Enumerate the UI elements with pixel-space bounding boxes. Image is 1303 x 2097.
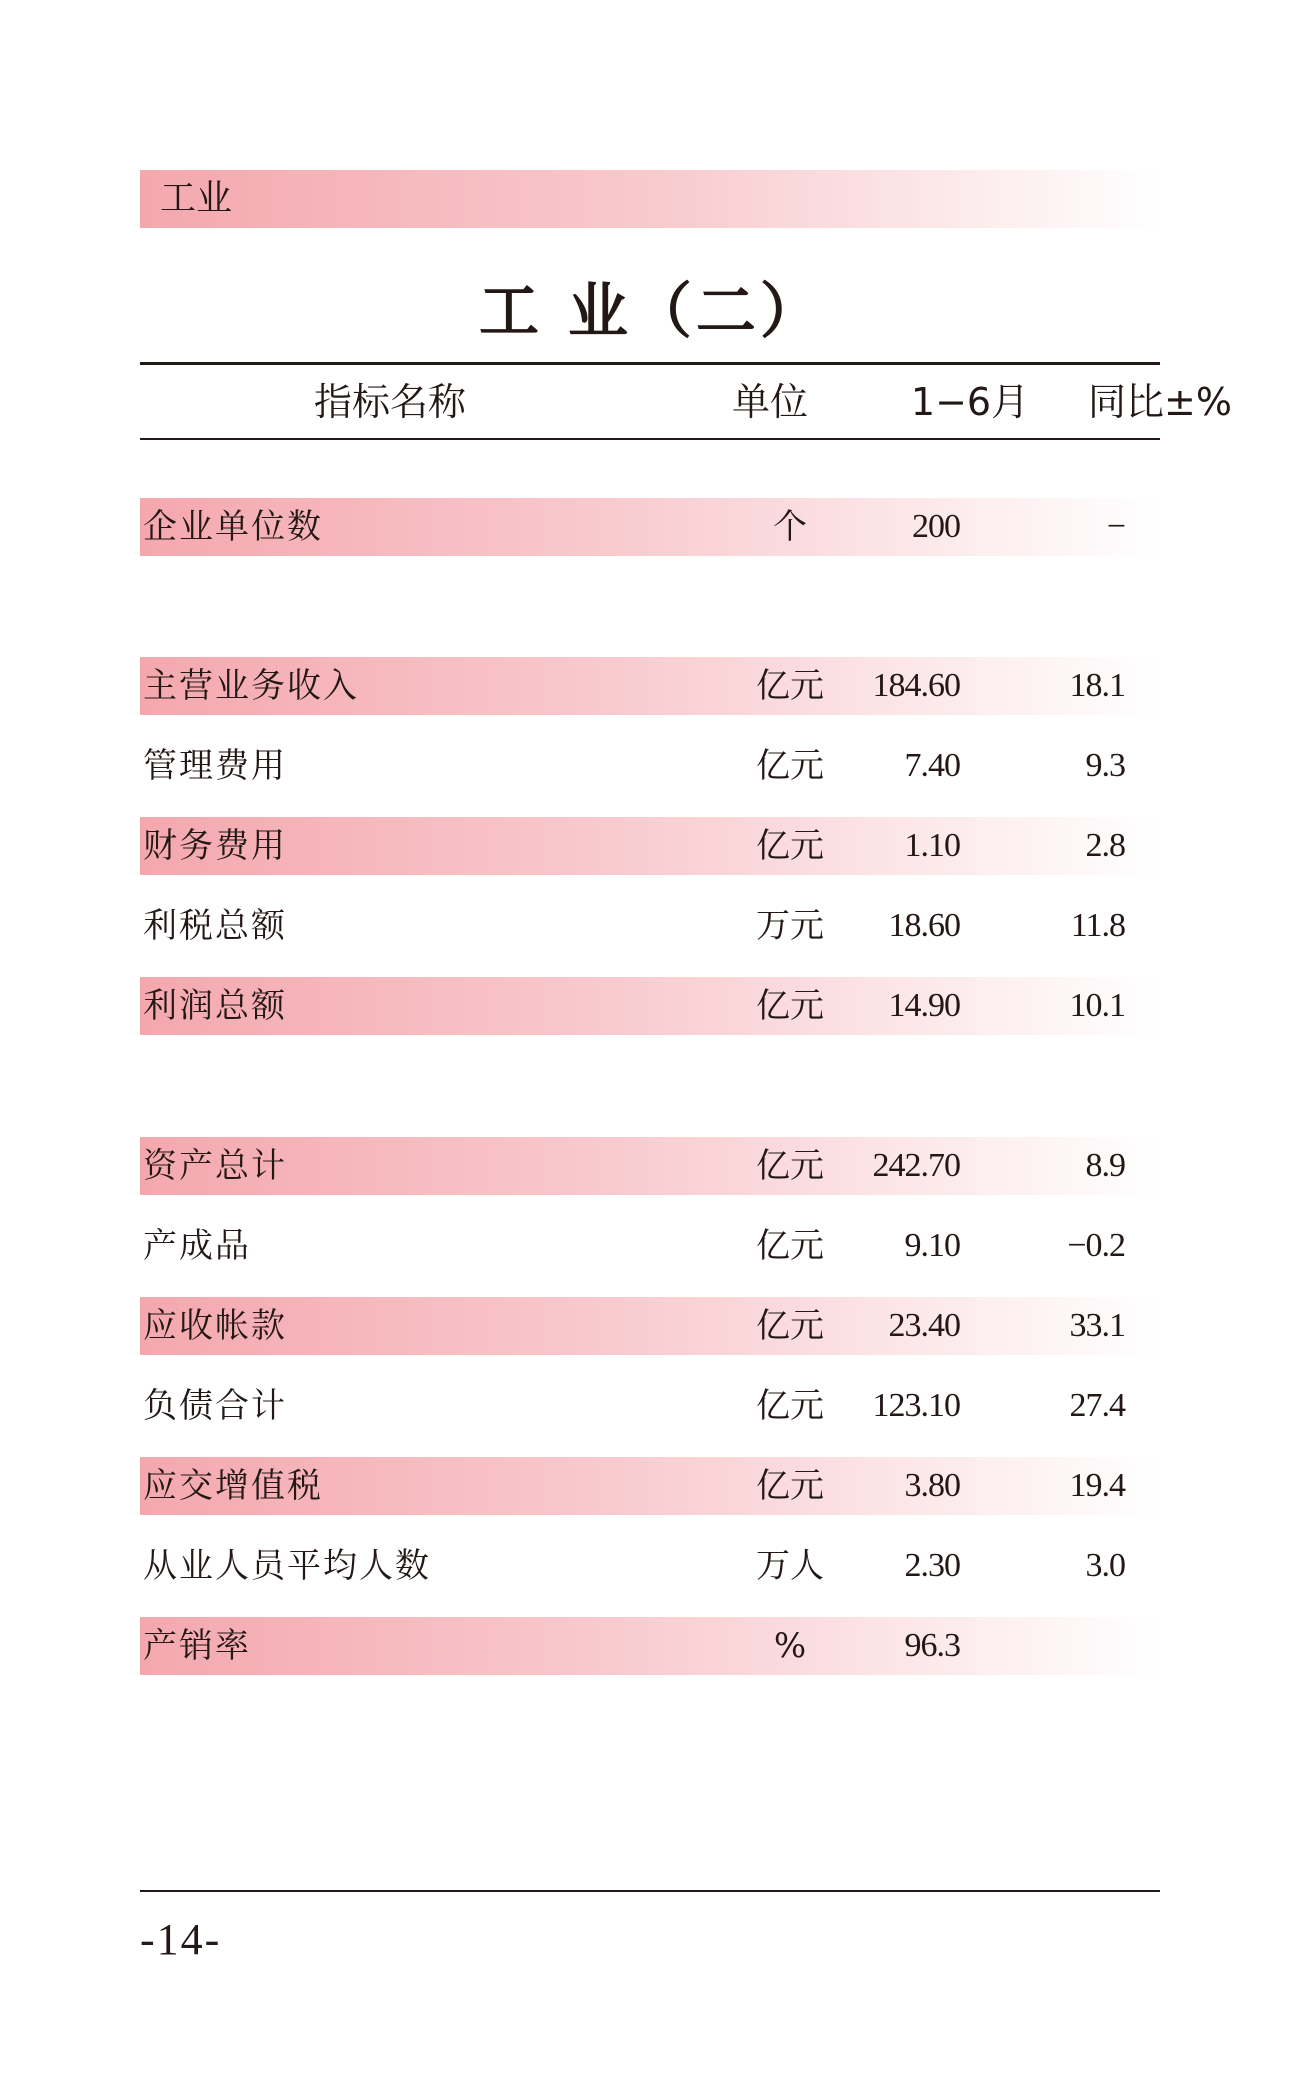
row-change: 8.9 — [1085, 1147, 1125, 1184]
row-value: 200 — [912, 508, 960, 545]
row-value: 184.60 — [872, 667, 960, 704]
row-change: 10.1 — [1069, 987, 1125, 1024]
row-name: 利税总额 — [143, 906, 287, 946]
page-number: -14- — [140, 1915, 222, 1964]
row-value: 7.40 — [904, 747, 960, 784]
row-value: 14.90 — [888, 987, 960, 1024]
page-title: 工 业（二） — [479, 277, 824, 347]
row-name: 应收帐款 — [143, 1306, 287, 1346]
row-value: 96.3 — [904, 1627, 960, 1664]
row-unit: 亿元 — [756, 826, 824, 866]
section-band — [140, 170, 1160, 228]
row-change: 18.1 — [1069, 667, 1125, 704]
row-unit: 亿元 — [756, 986, 824, 1026]
table-row — [140, 737, 1160, 795]
header-yoy-change: 同比±% — [1088, 380, 1232, 424]
row-unit: 亿元 — [756, 1466, 824, 1506]
row-name: 管理费用 — [143, 746, 287, 786]
row-change: − — [1106, 508, 1125, 545]
table-row — [140, 977, 1160, 1035]
row-value: 2.30 — [904, 1547, 960, 1584]
row-unit: 亿元 — [756, 746, 824, 786]
row-value: 123.10 — [872, 1387, 960, 1424]
table-row — [140, 1297, 1160, 1355]
row-name: 产成品 — [143, 1226, 251, 1266]
row-name: 利润总额 — [143, 986, 287, 1026]
row-change: 3.0 — [1085, 1547, 1125, 1584]
row-name: 应交增值税 — [143, 1466, 323, 1506]
table-row — [140, 1537, 1160, 1595]
table-top-rule — [140, 362, 1160, 365]
row-unit: 亿元 — [756, 1386, 824, 1426]
row-unit: 万元 — [756, 906, 824, 946]
footer-rule — [140, 1890, 1160, 1892]
row-change: 2.8 — [1085, 827, 1125, 864]
table-header — [140, 370, 1232, 434]
table-row — [140, 1377, 1160, 1435]
row-name: 负债合计 — [143, 1386, 287, 1426]
table-header-rule — [140, 438, 1160, 440]
row-name: 主营业务收入 — [143, 666, 359, 706]
row-value: 9.10 — [904, 1227, 960, 1264]
table-row — [140, 1617, 1160, 1675]
row-value: 1.10 — [904, 827, 960, 864]
row-value: 242.70 — [872, 1147, 960, 1184]
row-name: 财务费用 — [143, 826, 287, 866]
table-row — [140, 817, 1160, 875]
table-row — [140, 1137, 1160, 1195]
table-row — [140, 657, 1160, 715]
row-unit: 亿元 — [756, 1306, 824, 1346]
row-value: 23.40 — [888, 1307, 960, 1344]
row-unit: 亿元 — [756, 1226, 824, 1266]
header-period-value: 1−6月 — [910, 380, 1030, 424]
row-name: 企业单位数 — [143, 507, 323, 547]
table-row — [140, 1217, 1160, 1275]
row-unit: 个 — [773, 507, 807, 547]
row-unit: % — [773, 1626, 807, 1666]
row-change: 9.3 — [1085, 747, 1125, 784]
row-name: 产销率 — [143, 1626, 251, 1666]
table-row — [140, 897, 1160, 955]
row-value: 3.80 — [904, 1467, 960, 1504]
table-row — [140, 1457, 1160, 1515]
row-unit: 亿元 — [756, 666, 824, 706]
row-change: 11.8 — [1070, 907, 1125, 944]
table-row — [140, 498, 1160, 556]
header-indicator-name: 指标名称 — [313, 380, 466, 424]
row-unit: 亿元 — [756, 1146, 824, 1186]
row-unit: 万人 — [756, 1546, 824, 1586]
row-change: 27.4 — [1069, 1387, 1125, 1424]
row-name: 从业人员平均人数 — [143, 1546, 431, 1586]
row-value: 18.60 — [888, 907, 960, 944]
header-unit: 单位 — [731, 380, 808, 424]
row-change: 19.4 — [1069, 1467, 1125, 1504]
section-label: 工业 — [160, 178, 233, 219]
row-name: 资产总计 — [143, 1146, 287, 1186]
row-change: 33.1 — [1069, 1307, 1125, 1344]
row-change: −0.2 — [1067, 1227, 1125, 1264]
